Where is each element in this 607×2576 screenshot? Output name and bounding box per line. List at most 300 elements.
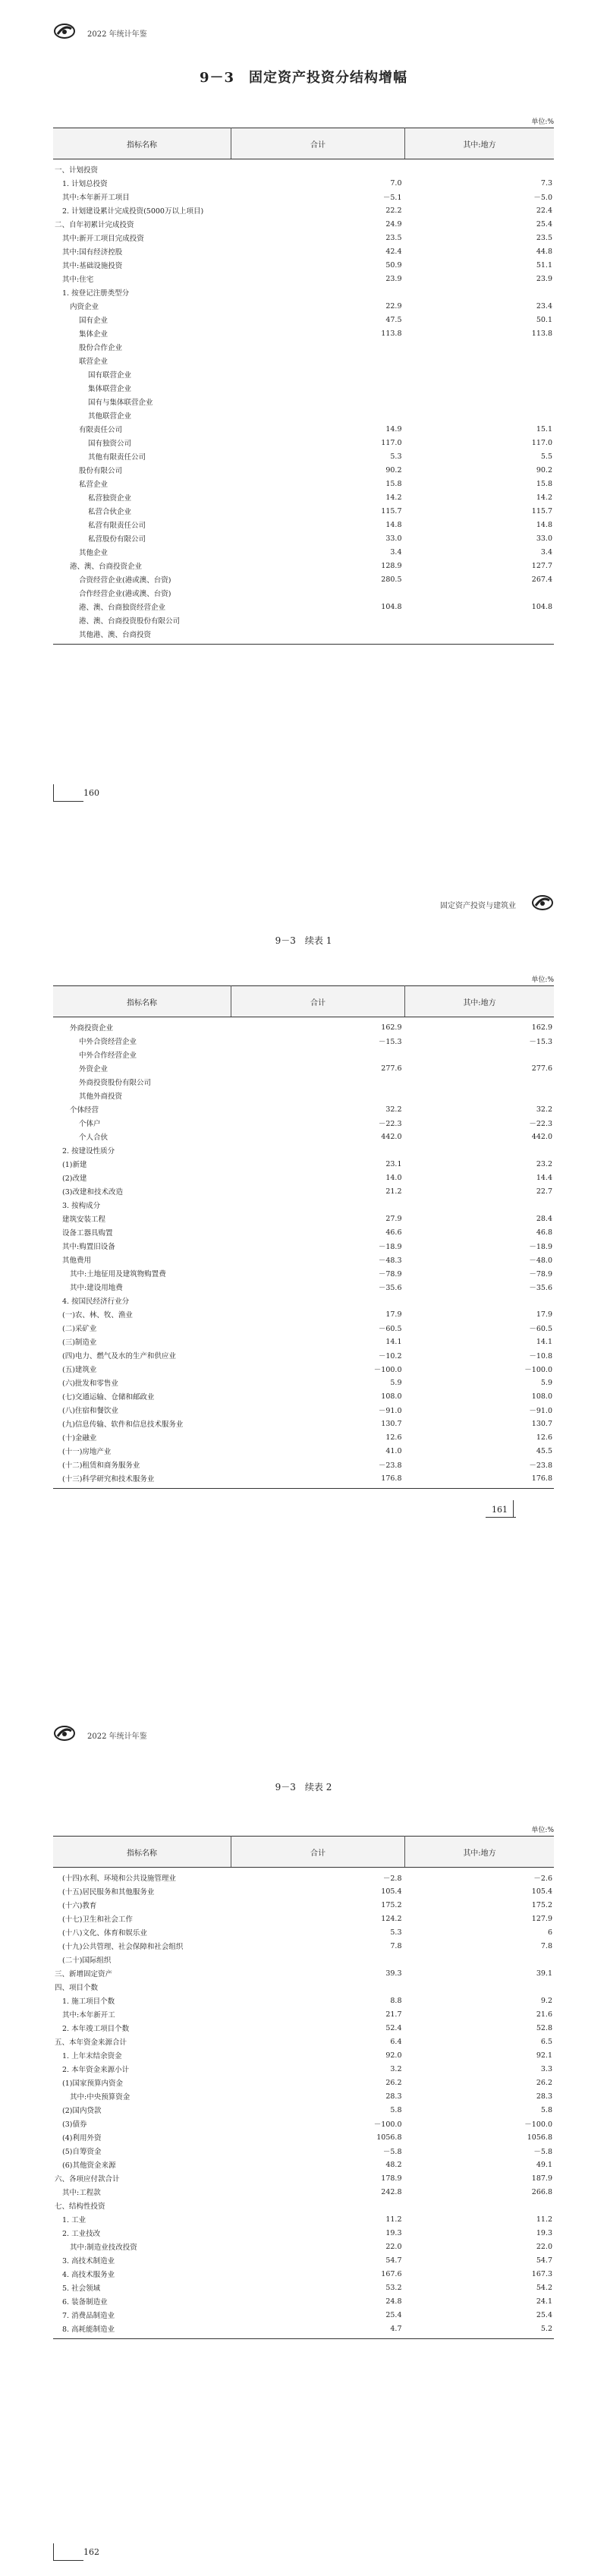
- table-row: [53, 2281, 554, 2294]
- row-total-value: 27.9: [385, 1214, 402, 1223]
- row-total-value: [231, 1048, 405, 1061]
- unit-label: 单位:%: [531, 1827, 554, 1834]
- row-local-value: 51.1: [536, 260, 552, 270]
- table-row: [53, 2048, 554, 2062]
- data-table-1: [53, 128, 554, 645]
- row-total-value: －2.8: [382, 1874, 402, 1883]
- row-local-value: 14.4: [536, 1173, 552, 1182]
- row-local-value: [405, 1143, 555, 1157]
- row-indicator-name: 其他企业: [79, 549, 109, 557]
- row-indicator-name: 7. 消费品制造业: [62, 2312, 115, 2320]
- table-row: [53, 1376, 554, 1389]
- row-local-value: 5.5: [540, 452, 552, 461]
- row-indicator-name: 七、结构性投资: [55, 2202, 105, 2211]
- row-local-value: 44.8: [536, 247, 552, 256]
- table-row: [53, 1102, 554, 1116]
- table-row: [53, 1239, 554, 1253]
- table-row: [53, 1966, 554, 1980]
- table-row: [53, 2185, 554, 2199]
- row-local-value: 442.0: [531, 1132, 552, 1141]
- table-row: [53, 395, 554, 408]
- row-local-value: －48.0: [529, 1256, 552, 1265]
- row-total-value: 12.6: [385, 1433, 402, 1442]
- table-row: [53, 299, 554, 313]
- table-row: [53, 1048, 554, 1061]
- unit-label: 单位:%: [531, 118, 554, 126]
- page-number-rule: [53, 2560, 83, 2561]
- row-local-value: －22.3: [529, 1120, 552, 1128]
- table-row: [53, 1061, 554, 1075]
- row-local-value: [405, 1048, 555, 1061]
- row-indicator-name: (九)信息传输、软件和信息技术服务业: [62, 1420, 184, 1429]
- row-total-value: 48.2: [385, 2160, 402, 2169]
- row-total-value: [231, 1198, 405, 1212]
- table-row: [53, 600, 554, 613]
- row-indicator-name: 1. 工业: [62, 2216, 86, 2224]
- row-total-value: 23.5: [385, 233, 402, 242]
- row-indicator-name: (3)改建和技术改造: [62, 1188, 123, 1197]
- table-row: [53, 159, 554, 177]
- table-row: [53, 559, 554, 572]
- table-body: [53, 1868, 554, 2339]
- table-row: [53, 2007, 554, 2021]
- row-local-value: －18.9: [529, 1243, 552, 1251]
- row-total-value: 33.0: [385, 534, 402, 543]
- row-local-value: 23.9: [536, 274, 552, 283]
- row-local-value: 22.4: [536, 206, 552, 215]
- row-local-value: －2.6: [533, 1874, 552, 1883]
- row-total-value: [231, 381, 405, 395]
- row-indicator-name: 4. 按国民经济行业分: [62, 1297, 130, 1306]
- table-row: [53, 531, 554, 545]
- row-local-value: 127.9: [531, 1914, 552, 1923]
- table-row: [53, 436, 554, 449]
- row-total-value: 6.4: [390, 2037, 402, 2046]
- row-total-value: 52.4: [385, 2023, 402, 2032]
- page-number: 161: [492, 1505, 508, 1515]
- table-row: [53, 1157, 554, 1171]
- table-row: [53, 408, 554, 422]
- row-local-value: 54.7: [536, 2256, 552, 2265]
- table-row: [53, 2226, 554, 2240]
- table-row: [53, 1898, 554, 1912]
- row-local-value: 33.0: [536, 534, 552, 543]
- table-row: [53, 463, 554, 477]
- row-total-value: 14.0: [385, 1173, 402, 1182]
- page-number-rule: [53, 784, 54, 801]
- row-local-value: 14.2: [536, 493, 552, 502]
- table-row: [53, 1280, 554, 1294]
- row-local-value: [405, 367, 555, 381]
- row-indicator-name: (5)自筹资金: [62, 2148, 102, 2156]
- table-row: [53, 1994, 554, 2007]
- row-total-value: [231, 354, 405, 367]
- row-total-value: －22.3: [378, 1120, 402, 1128]
- table-row: [53, 1430, 554, 1444]
- row-local-value: [405, 627, 555, 645]
- row-local-value: 25.4: [536, 219, 552, 229]
- row-total-value: 242.8: [381, 2187, 402, 2196]
- table-row: [53, 2253, 554, 2267]
- row-total-value: 14.1: [385, 1337, 402, 1346]
- row-total-value: 14.8: [385, 520, 402, 529]
- row-total-value: 5.3: [390, 1928, 402, 1937]
- row-total-value: 22.9: [385, 301, 402, 311]
- row-indicator-name: 其中:制造业技改投资: [70, 2243, 137, 2252]
- data-table-3: [53, 1836, 554, 2339]
- table-row: [53, 2089, 554, 2103]
- row-total-value: 4.7: [231, 2322, 405, 2339]
- row-total-value: 39.3: [385, 1969, 402, 1978]
- table-row: [53, 1294, 554, 1307]
- row-indicator-name: (6)其他资金来源: [62, 2161, 116, 2170]
- row-indicator-name: (四)电力、燃气及水的生产和供应业: [62, 1352, 176, 1361]
- row-indicator-name: 4. 高技术服务业: [62, 2271, 115, 2279]
- row-indicator-name: 8. 高耗能制造业: [53, 2322, 231, 2339]
- row-total-value: 105.4: [381, 1887, 402, 1896]
- row-total-value: 17.9: [385, 1310, 402, 1319]
- row-total-value: 130.7: [381, 1419, 402, 1428]
- row-indicator-name: 中外合资经营企业: [79, 1038, 137, 1046]
- row-local-value: [405, 408, 555, 422]
- table-row: [53, 1868, 554, 1885]
- table-row: [53, 340, 554, 354]
- row-indicator-name: 其中:本年新开工: [62, 2011, 115, 2019]
- row-local-value: [405, 586, 555, 600]
- row-local-value: 90.2: [536, 465, 552, 475]
- row-total-value: 21.2: [385, 1187, 402, 1196]
- row-total-value: 1056.8: [376, 2133, 402, 2142]
- row-local-value: 50.1: [536, 315, 552, 324]
- table-row: [53, 367, 554, 381]
- table-body: [53, 159, 554, 645]
- page-number: 162: [83, 2547, 99, 2557]
- row-local-value: 15.1: [536, 424, 552, 434]
- row-total-value: 3.4: [390, 547, 402, 557]
- table-row: [53, 1184, 554, 1198]
- table-row: [53, 2322, 554, 2339]
- row-total-value: 175.2: [381, 1900, 402, 1909]
- row-total-value: [231, 159, 405, 177]
- row-indicator-name: (十四)水利、环境和公共设施管理业: [62, 1874, 176, 1883]
- row-indicator-name: 其中:基础设施投资: [62, 262, 123, 270]
- row-total-value: 11.2: [385, 2215, 402, 2224]
- page-number-rule: [53, 801, 83, 802]
- table-row: [53, 1171, 554, 1184]
- row-local-value: －5.0: [533, 194, 552, 202]
- table-row: [53, 2117, 554, 2130]
- row-indicator-name: 内资企业: [70, 303, 99, 311]
- row-indicator-name: (二十)国际组织: [62, 1956, 112, 1965]
- row-indicator-name: 私营企业: [79, 481, 109, 489]
- row-local-value: [405, 354, 555, 367]
- table-row: [53, 1034, 554, 1048]
- table-row: [53, 613, 554, 627]
- row-indicator-name: 三、新增固定资产: [55, 1970, 113, 1979]
- row-local-value: 54.2: [536, 2283, 552, 2292]
- table-row: [53, 2035, 554, 2048]
- row-local-value: 6.5: [540, 2037, 552, 2046]
- table-row: [53, 203, 554, 217]
- table-row: [53, 176, 554, 190]
- table-row: [53, 2294, 554, 2308]
- row-local-value: －15.3: [529, 1038, 552, 1046]
- page-1: [0, 0, 607, 850]
- page-number-rule: [513, 1500, 514, 1517]
- table-row: [53, 1403, 554, 1417]
- table-row: [53, 1089, 554, 1102]
- table-row: [53, 2103, 554, 2117]
- table-row: [53, 1075, 554, 1089]
- table-header-row: [53, 1837, 554, 1868]
- table-title: 9－3 固定资产投资分结构增幅: [199, 70, 408, 86]
- row-indicator-name: 个体户: [79, 1120, 101, 1128]
- row-indicator-name: (2)国内贷款: [62, 2107, 102, 2115]
- row-local-value: 167.3: [531, 2269, 552, 2278]
- row-local-value: 14.1: [536, 1337, 552, 1346]
- col-header-name: 指标名称: [53, 1837, 231, 1868]
- row-total-value: 115.7: [381, 506, 402, 516]
- row-local-value: [405, 159, 555, 177]
- row-indicator-name: 私营合伙企业: [88, 508, 132, 516]
- table-row: [53, 217, 554, 231]
- row-total-value: －78.9: [378, 1270, 402, 1279]
- row-total-value: [231, 340, 405, 354]
- row-total-value: 7.0: [390, 178, 402, 188]
- table-row: [53, 1362, 554, 1376]
- unit-label: 单位:%: [531, 976, 554, 984]
- table-row: [53, 2171, 554, 2185]
- row-total-value: [231, 367, 405, 381]
- row-total-value: 28.3: [385, 2092, 402, 2101]
- table-row: [53, 1017, 554, 1035]
- row-local-value: 23.5: [536, 233, 552, 242]
- table-row: [53, 477, 554, 490]
- row-total-value: 15.8: [385, 479, 402, 488]
- row-indicator-name: 国有企业: [79, 317, 109, 325]
- page-header: 2022 年统计年鉴: [87, 1733, 147, 1741]
- col-header-local: 其中:地方: [405, 1837, 555, 1868]
- row-local-value: 92.1: [536, 2051, 552, 2060]
- row-indicator-name: (1)新建: [62, 1161, 87, 1169]
- table-row: [53, 1335, 554, 1348]
- row-total-value: [231, 627, 405, 645]
- row-local-value: 1056.8: [527, 2133, 552, 2142]
- table-row: [53, 2021, 554, 2035]
- table-row: [53, 2076, 554, 2089]
- row-local-value: [405, 381, 555, 395]
- row-local-value: 7.8: [540, 1941, 552, 1950]
- row-local-value: 3.4: [540, 547, 552, 557]
- row-total-value: [231, 1075, 405, 1089]
- row-local-value: －100.0: [524, 2120, 552, 2129]
- row-total-value: 7.8: [390, 1941, 402, 1950]
- row-indicator-name: (八)住宿和餐饮业: [62, 1407, 118, 1415]
- row-indicator-name: (4)利用外资: [62, 2134, 102, 2142]
- table-row: [53, 422, 554, 436]
- row-indicator-name: 一、计划投资: [55, 166, 99, 175]
- table-row: [53, 2130, 554, 2144]
- row-indicator-name: 1. 上年末结余资金: [62, 2052, 122, 2060]
- row-local-value: 22.7: [536, 1187, 552, 1196]
- row-total-value: [231, 1980, 405, 1994]
- row-indicator-name: 1. 按登记注册类型分: [62, 289, 130, 298]
- table-row: [53, 2062, 554, 2076]
- row-total-value: 104.8: [381, 602, 402, 611]
- table-row: [53, 572, 554, 586]
- row-local-value: 187.9: [531, 2174, 552, 2183]
- row-local-value: －10.8: [529, 1352, 552, 1361]
- row-local-value: [405, 1294, 555, 1307]
- page-number-rule: [53, 2543, 54, 2560]
- table-subtitle: 9－3 续表 2: [275, 1782, 332, 1792]
- row-indicator-name: 中外合作经营企业: [79, 1052, 137, 1060]
- page-header: 固定资产投资与建筑业: [440, 902, 516, 910]
- row-indicator-name: 合作经营企业(港或澳、台资): [79, 590, 171, 598]
- row-local-value: 28.3: [536, 2092, 552, 2101]
- row-indicator-name: 国有与集体联营企业: [88, 399, 153, 407]
- row-indicator-name: 其他外商投资: [79, 1093, 123, 1101]
- row-local-value: 17.9: [536, 1310, 552, 1319]
- row-local-value: 127.7: [531, 561, 552, 570]
- row-total-value: 23.9: [385, 274, 402, 283]
- row-indicator-name: 私营股份有限公司: [88, 535, 146, 544]
- row-indicator-name: 其中:购置旧设备: [62, 1243, 115, 1251]
- table-row: [53, 1925, 554, 1939]
- table-row: [53, 1939, 554, 1953]
- row-total-value: 21.7: [385, 2010, 402, 2019]
- row-total-value: [231, 1294, 405, 1307]
- row-local-value: 108.0: [531, 1392, 552, 1401]
- row-indicator-name: 港、澳、台商投资股份有限公司: [79, 617, 181, 626]
- table-row: [53, 586, 554, 600]
- row-total-value: －5.1: [382, 194, 402, 202]
- row-total-value: 162.9: [381, 1023, 402, 1032]
- row-indicator-name: 个人合伙: [79, 1134, 109, 1142]
- row-indicator-name: (七)交通运输、仓储和邮政业: [62, 1393, 155, 1402]
- row-total-value: 117.0: [381, 438, 402, 447]
- row-local-value: －5.8: [533, 2148, 552, 2156]
- table-subtitle: 9－3 续表 1: [275, 935, 332, 946]
- table-row: [53, 1912, 554, 1925]
- row-indicator-name: 其中:本年新开工项目: [62, 194, 130, 202]
- table-row: [53, 1225, 554, 1239]
- row-indicator-name: (二)采矿业: [62, 1325, 97, 1333]
- row-indicator-name: 港、澳、台商独资经营企业: [79, 604, 166, 612]
- row-indicator-name: 2. 工业技改: [62, 2230, 101, 2238]
- row-indicator-name: (一)农、林、牧、渔业: [62, 1311, 133, 1320]
- table-row: [53, 1417, 554, 1430]
- table-row: [53, 1321, 554, 1335]
- row-total-value: 128.9: [381, 561, 402, 570]
- row-indicator-name: (十二)租赁和商务服务业: [62, 1461, 140, 1470]
- row-local-value: [405, 1075, 555, 1089]
- table-row: [53, 545, 554, 559]
- row-local-value: 28.4: [536, 1214, 552, 1223]
- row-total-value: 442.0: [381, 1132, 402, 1141]
- col-header-total: 合计: [231, 1837, 405, 1868]
- table-row: [53, 1471, 554, 1489]
- table-row: [53, 490, 554, 504]
- col-header-name: 指标名称: [53, 128, 231, 159]
- row-indicator-name: 二、自年初累计完成投资: [55, 221, 134, 229]
- row-indicator-name: 国有联营企业: [88, 371, 132, 380]
- row-indicator-name: 其中:土地征用及建筑物购置费: [70, 1270, 166, 1279]
- row-indicator-name: (五)建筑业: [62, 1366, 97, 1374]
- yearbook-logo-icon: [531, 894, 554, 911]
- row-total-value: 50.9: [385, 260, 402, 270]
- row-indicator-name: 设备工器具购置: [62, 1229, 113, 1238]
- row-total-value: 24.9: [385, 219, 402, 229]
- col-header-total: 合计: [231, 986, 405, 1017]
- table-header-row: [53, 986, 554, 1017]
- table-row: [53, 1980, 554, 1994]
- row-total-value: 24.8: [385, 2297, 402, 2306]
- row-indicator-name: 2. 本年竣工项目个数: [62, 2025, 130, 2033]
- row-local-value: [405, 285, 555, 299]
- table-row: [53, 285, 554, 299]
- row-local-value: 3.3: [540, 2064, 552, 2073]
- row-total-value: －91.0: [378, 1407, 402, 1415]
- table-row: [53, 2308, 554, 2322]
- row-indicator-name: 外商投资企业: [70, 1024, 114, 1033]
- table-row: [53, 1458, 554, 1471]
- row-total-value: 47.5: [385, 315, 402, 324]
- row-indicator-name: 1. 施工项目个数: [62, 1997, 115, 2006]
- row-indicator-name: 四、项目个数: [55, 1984, 99, 1992]
- row-total-value: 5.3: [390, 452, 402, 461]
- row-local-value: [405, 1089, 555, 1102]
- row-total-value: [231, 1143, 405, 1157]
- row-local-value: 19.3: [536, 2228, 552, 2237]
- row-local-value: [405, 1980, 555, 1994]
- row-total-value: －5.8: [382, 2148, 402, 2156]
- row-indicator-name: 3. 高技术制造业: [62, 2257, 115, 2265]
- table-row: [53, 244, 554, 258]
- row-local-value: 6: [547, 1928, 552, 1937]
- row-local-value: 24.1: [536, 2297, 552, 2306]
- yearbook-logo-icon: [53, 1725, 76, 1742]
- row-local-value: 130.7: [531, 1419, 552, 1428]
- row-indicator-name: 港、澳、台商投资企业: [70, 563, 143, 571]
- row-local-value: 175.2: [531, 1900, 552, 1909]
- row-indicator-name: 私营有限责任公司: [88, 522, 146, 530]
- row-total-value: [231, 1953, 405, 1966]
- row-total-value: 277.6: [381, 1064, 402, 1073]
- row-indicator-name: 其中:工程款: [62, 2189, 101, 2197]
- row-local-value: 25.4: [536, 2310, 552, 2319]
- row-indicator-name: (十)金融业: [62, 1434, 97, 1442]
- row-local-value: 22.0: [536, 2242, 552, 2251]
- row-local-value: 46.8: [536, 1228, 552, 1237]
- row-total-value: －10.2: [378, 1352, 402, 1361]
- table-row: [53, 2240, 554, 2253]
- row-local-value: [405, 340, 555, 354]
- table-row: [53, 1348, 554, 1362]
- row-indicator-name: 有限责任公司: [79, 426, 123, 434]
- row-indicator-name: 外商投资股份有限公司: [79, 1079, 152, 1087]
- row-local-value: 52.8: [536, 2023, 552, 2032]
- row-indicator-name: (1)国家预算内资金: [62, 2079, 123, 2088]
- table-row: [53, 1389, 554, 1403]
- row-indicator-name: 国有独资公司: [88, 440, 132, 448]
- row-total-value: 113.8: [381, 329, 402, 338]
- row-indicator-name: 私营独资企业: [88, 494, 132, 503]
- row-total-value: 23.1: [385, 1159, 402, 1168]
- row-indicator-name: 其中:国有经济控股: [62, 248, 123, 257]
- row-indicator-name: 其他联营企业: [88, 412, 132, 421]
- table-row: [53, 1253, 554, 1266]
